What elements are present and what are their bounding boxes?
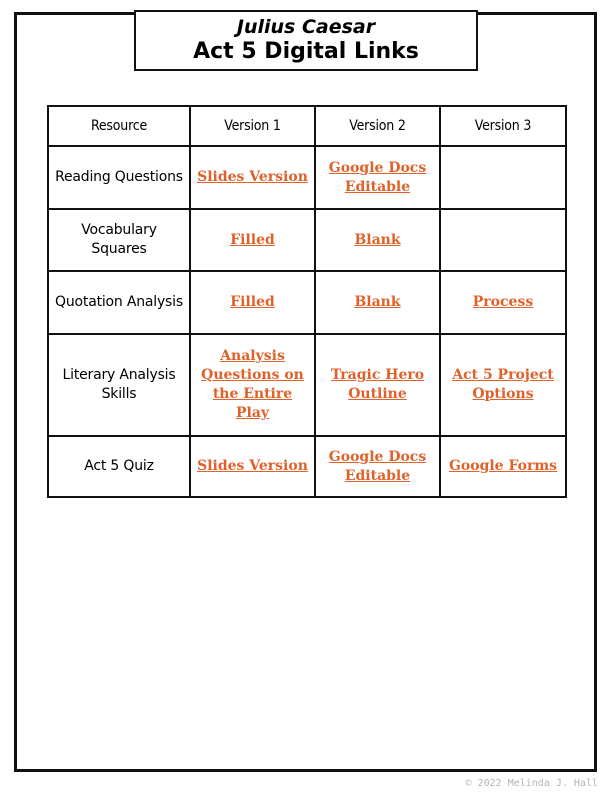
version-2-cell — [315, 146, 440, 209]
column-header-version-3: Version 3 — [440, 106, 566, 146]
resources-table — [47, 105, 567, 498]
version-3-cell — [440, 436, 566, 497]
table-row — [48, 271, 566, 334]
title-box — [134, 10, 478, 71]
link-tragic-hero-outline[interactable]: Tragic Hero Outline — [330, 367, 425, 402]
link-quiz-google-docs[interactable]: Google Docs Editable — [328, 448, 427, 484]
version-1-cell — [190, 209, 315, 271]
link-quotation-filled[interactable]: Filled — [230, 294, 275, 310]
page-title: Act 5 Digital Links — [193, 39, 419, 64]
table-row — [48, 334, 566, 436]
resource-cell: Act 5 Quiz — [48, 436, 190, 497]
link-vocabulary-blank[interactable]: Blank — [354, 231, 401, 248]
link-vocabulary-filled[interactable]: Filled — [230, 231, 275, 248]
version-2-cell — [315, 271, 440, 334]
link-quiz-google-forms[interactable]: Google Forms — [448, 458, 558, 474]
table-row — [48, 146, 566, 209]
link-reading-questions-google-docs[interactable]: Google Docs Editable — [328, 159, 427, 195]
column-header-version-2: Version 2 — [315, 106, 440, 146]
copyright-notice: © 2022 Melinda J. Hall — [465, 778, 598, 789]
resource-cell: Reading Questions — [48, 146, 190, 209]
version-3-cell — [440, 146, 566, 209]
link-quotation-process[interactable]: Process — [472, 294, 534, 310]
version-2-cell — [315, 436, 440, 497]
link-quiz-slides[interactable]: Slides Version — [197, 458, 308, 474]
link-reading-questions-slides[interactable]: Slides Version — [197, 169, 308, 185]
version-3-cell — [440, 334, 566, 436]
resource-cell: Vocabulary Squares — [48, 209, 190, 271]
resource-cell: Literary Analysis Skills — [48, 334, 190, 436]
version-1-cell — [190, 334, 315, 436]
version-2-cell — [315, 334, 440, 436]
version-2-cell — [315, 209, 440, 271]
book-title: Julius Caesar — [236, 16, 376, 38]
resource-cell: Quotation Analysis — [48, 271, 190, 334]
column-header-resource: Resource — [48, 106, 190, 146]
version-3-cell — [440, 209, 566, 271]
link-quotation-blank[interactable]: Blank — [354, 294, 401, 310]
version-1-cell — [190, 146, 315, 209]
link-project-options[interactable]: Act 5 Project Options — [452, 367, 554, 402]
table-row — [48, 436, 566, 497]
version-3-cell — [440, 271, 566, 334]
table-row — [48, 209, 566, 271]
version-1-cell — [190, 271, 315, 334]
column-header-version-1: Version 1 — [190, 106, 315, 146]
table-header-row — [48, 106, 566, 146]
version-1-cell — [190, 436, 315, 497]
link-analysis-questions[interactable]: Analysis Questions on the Entire Play — [201, 348, 304, 421]
